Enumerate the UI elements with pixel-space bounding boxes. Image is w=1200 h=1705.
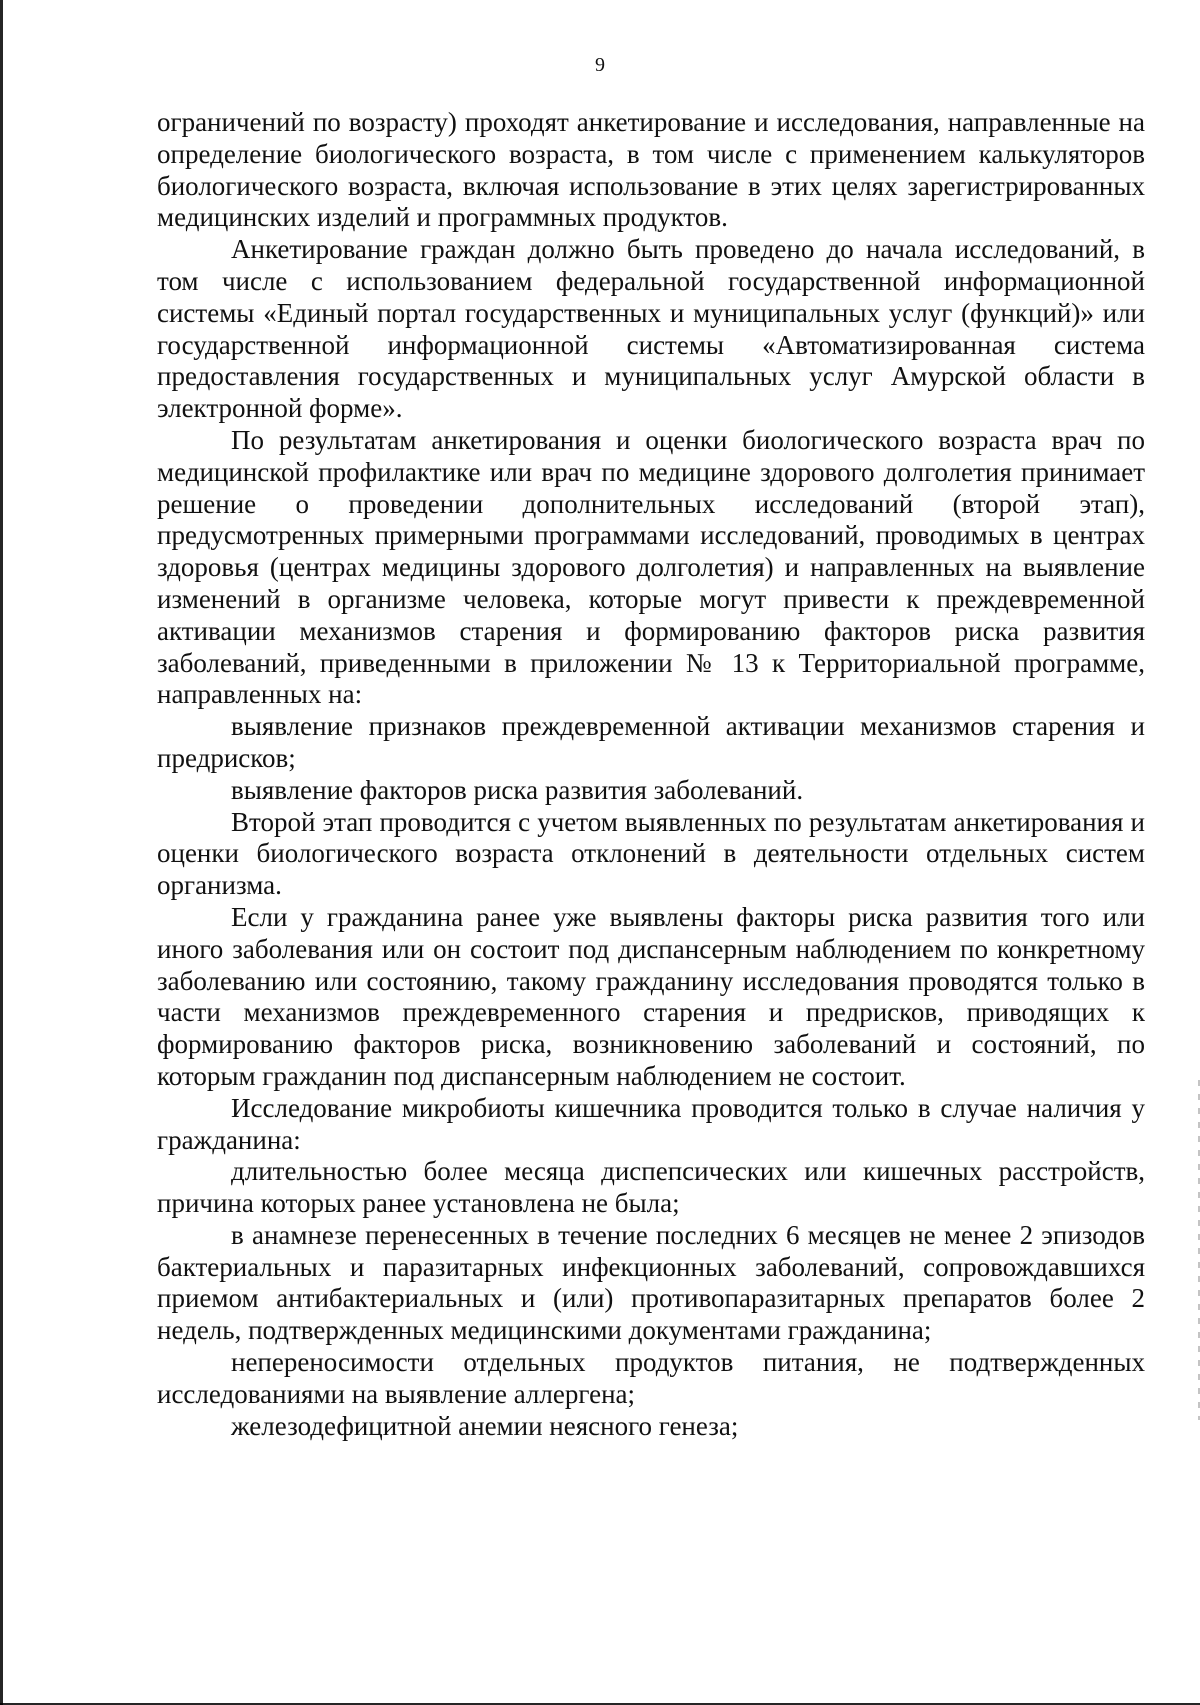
list-item: выявление признаков преждевременной активации механизмов старения и предрисков;	[157, 711, 1145, 773]
list-item: в анамнезе перенесенных в течение последних 6 месяцев не менее 2 эпизодов бактериальных и паразитарных инфекционных заболеваний, сопровождавшихся приемом антибактериальных и (или) противопаразитарных препаратов более 2 недель, подтвержденных медицинскими документами гражданина;	[157, 1219, 1145, 1346]
paragraph: ограничений по возрасту) проходят анкетирование и исследования, направленные на определение биологического возраста, в том числе с применением калькуляторов биологического возраста, включая использование в этих целях зарегистрированных медицинских изделий и программных продуктов.	[157, 107, 1145, 233]
paragraph: Анкетирование граждан должно быть проведено до начала исследований, в том числе с использованием федеральной государственной информационной системы «Единый портал государственных и муниципальных услуг (функций)» или государственной информационной системы «Автоматизированная система предоставления государственных и муниципальных услуг Амурской области в электронной форме».	[157, 234, 1145, 424]
list-item: длительностью более месяца диспепсических или кишечных расстройств, причина которых ранее установлена не была;	[157, 1156, 1145, 1219]
page-number: 9	[595, 54, 605, 76]
list-item: выявление факторов риска развития заболеваний.	[231, 774, 804, 805]
list-item: непереносимости отдельных продуктов питания, не подтвержденных исследованиями на выявление аллергена;	[157, 1347, 1145, 1409]
paragraph: Исследование микробиоты кишечника проводится только в случае наличия у гражданина:	[157, 1092, 1145, 1155]
body-text	[157, 107, 1145, 1442]
paragraph: По результатам анкетирования и оценки биологического возраста врач по медицинской профилактике или врач по медицине здорового долголетия принимает решение о проведении дополнительных исследований (второй этап), предусмотренных примерными программами исследований, проводимых в центрах здоровья (центрах медицины здорового долголетия) и направленных на выявление изменений в организме человека, которые могут привести к преждевременной активации механизмов старения и формированию факторов риска развития заболеваний, приведенными в приложении № 13 к Территориальной программе, направленных на:	[157, 424, 1145, 710]
paragraph: Второй этап проводится с учетом выявленных по результатам анкетирования и оценки биологического возраста отклонений в деятельности отдельных систем организма.	[157, 806, 1145, 901]
scan-edge	[0, 0, 3, 1705]
paragraph: Если у гражданина ранее уже выявлены факторы риска развития того или иного заболевания или он состоит под диспансерным наблюдением по конкретному заболеванию или состоянию, такому гражданину исследования проводятся только в части механизмов преждевременного старения и предрисков, приводящих к формированию факторов риска, возникновению заболеваний и состояний, по которым гражданин под диспансерным наблюдением не состоит.	[157, 901, 1145, 1091]
list-item: железодефицитной анемии неясного генеза;	[231, 1410, 739, 1441]
